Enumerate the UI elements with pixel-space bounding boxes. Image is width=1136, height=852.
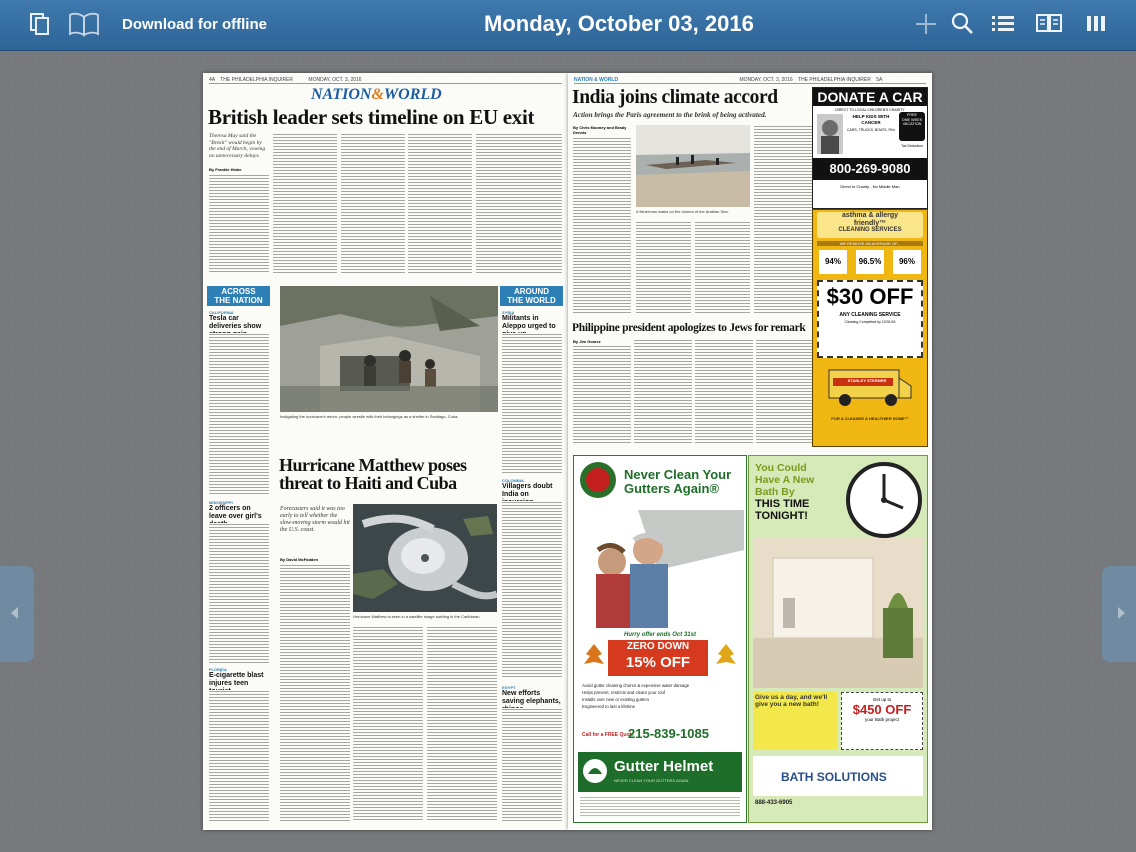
label-line: AROUND (513, 287, 550, 296)
world-body (502, 708, 562, 822)
page-header (209, 77, 562, 84)
article-column (341, 133, 405, 275)
article-column (209, 174, 269, 274)
hurricane-byline: By David McFadden (280, 557, 319, 562)
label-line: ACROSS (221, 287, 256, 296)
list-icon[interactable] (990, 11, 1016, 37)
article-column (280, 564, 350, 822)
bath-headline-line: TONIGHT! (755, 510, 808, 522)
world-headline[interactable]: New efforts saving elephants, (502, 690, 561, 705)
article-column (408, 133, 472, 275)
bullet-item: Helps prevent, restricts and clears your roof (582, 690, 666, 695)
columns-icon[interactable] (1085, 11, 1107, 37)
next-page-button[interactable] (1102, 566, 1136, 662)
coupon-expire: Cleaning Completed by 10/31/16 (844, 320, 896, 324)
brief-kicker: FLORIDA (209, 667, 227, 672)
bath-phone[interactable]: 888-433-6905 (755, 800, 793, 806)
brief-headline[interactable]: E-cigarette blast injures teen (209, 672, 264, 687)
page-date: MONDAY, OCT. 3, 2016 (308, 77, 362, 83)
article-column (634, 339, 692, 445)
search-icon[interactable] (950, 11, 976, 37)
page-number: 4A (209, 77, 215, 83)
article-column (573, 137, 631, 313)
coupon-sub: your Bath project (864, 717, 900, 722)
pages-icon[interactable] (28, 11, 52, 37)
main-headline[interactable]: British leader sets timeline on EU exit (208, 105, 535, 129)
allergy-stat: 96.5% (856, 250, 884, 274)
page-number: 5A (876, 77, 883, 83)
main-byline: By Frankie Hinke (209, 167, 242, 172)
van-icon (825, 364, 915, 410)
book-icon[interactable] (68, 11, 100, 37)
bullet-item: Installs over new or existing gutters (582, 697, 650, 702)
allergy-title-line: CLEANING SERVICES (838, 227, 902, 233)
section-amp: & (371, 86, 384, 103)
article-column (353, 626, 423, 822)
india-headline[interactable]: India joins climate accord (572, 87, 778, 108)
bath-headline-line: Have A New (755, 474, 815, 486)
helmet-icon (582, 758, 608, 784)
brief-headline[interactable]: Tesla car deliveries show (209, 315, 262, 330)
allergy-title-line: friendly™ (853, 219, 887, 227)
world-kicker: SYRIA (502, 310, 515, 315)
india-byline: By Chris Mooney and Brady Dennis (573, 125, 627, 135)
page-date-title: Monday, October 03, 2016 (484, 11, 754, 36)
around-the-world-label (500, 286, 563, 306)
label-line: THE WORLD (507, 296, 556, 305)
donate-title: DONATE A CAR (813, 88, 927, 106)
leaf-icon (714, 642, 738, 672)
chevron-right-icon (1115, 606, 1127, 620)
cuba-shelter-photo[interactable] (280, 286, 498, 412)
world-body (502, 501, 562, 679)
hurricane-subhead: Forecasters said it was too early to tell whether the slow-moving storm would hit the U.S. coast. (280, 506, 350, 533)
bathroom-photo (753, 538, 923, 688)
photo-caption: A fisherman walks on the shores of the Arabian Sea. (636, 209, 729, 214)
fine-print (580, 796, 740, 818)
hurricane-satellite-photo[interactable] (353, 504, 497, 612)
page-header (574, 77, 926, 84)
radar-caption: Hurricane Matthew is seen in a satellite image swirling in the Caribbean. (353, 614, 481, 619)
brief-headline[interactable]: 2 officers on leave over girl's (209, 505, 262, 520)
article-column (756, 339, 812, 445)
leaf-icon (582, 642, 606, 672)
allergy-title (817, 212, 923, 238)
gutter-brand-bar (578, 752, 742, 792)
brief-kicker: CALIFORNIA (209, 310, 234, 315)
main-subhead: Theresa May said the "Brexit" would begin by the end of March, vowing no unnecessary delays. (209, 133, 266, 159)
van-label: STANLEY STEEMER (847, 378, 887, 383)
gutter-coupon[interactable] (608, 640, 708, 676)
allergy-title-line: asthma & allergy (841, 212, 899, 219)
bath-brand: BATH SOLUTIONS (781, 770, 887, 784)
couple-photo (578, 510, 744, 628)
article-column (636, 221, 691, 313)
badge-line: FREE (906, 113, 918, 117)
article-column (695, 339, 753, 445)
clock-icon (845, 460, 923, 540)
world-headline[interactable]: Villagers doubt India on (502, 483, 553, 498)
bullet-item: Avoid gutter cleaning chores & expensive water damage (582, 683, 690, 688)
india-fisherman-photo[interactable] (636, 125, 750, 207)
india-deck: Action brings the Paris agreement to the brink of being activated. (573, 111, 767, 119)
section-part2: WORLD (383, 86, 442, 103)
donate-car-ad[interactable] (812, 87, 928, 209)
donate-sub: DIRECT TO LOCAL CHILDREN'S CHARITY (835, 108, 905, 112)
donate-badge (899, 112, 925, 141)
coupon-amount: $30 OFF (826, 284, 914, 309)
gutter-helmet-ad[interactable] (573, 455, 747, 823)
page-header-text: THE PHILADELPHIA INQUIRER (798, 77, 871, 83)
allergy-stat: 96% (893, 250, 921, 274)
newspaper-page-left[interactable] (203, 73, 568, 830)
bath-brand-bar (753, 756, 923, 796)
bath-headline-line: Bath By (755, 486, 795, 498)
newspaper-page-right[interactable] (568, 73, 932, 830)
chevron-left-icon (9, 606, 21, 620)
donate-phone[interactable]: 800-269-9080 (813, 158, 927, 180)
bath-coupon[interactable] (841, 692, 923, 750)
gutter-brand: Gutter Helmet (614, 758, 714, 775)
gutter-call-label: Call for a FREE Quote (582, 732, 634, 738)
article-column (273, 133, 337, 275)
bath-solutions-ad[interactable] (748, 455, 928, 823)
top-toolbar (0, 0, 1136, 51)
brief-body (209, 523, 269, 663)
gutter-phone[interactable]: 215-839-1085 (628, 726, 709, 741)
brief-kicker: MISSISSIPPI (209, 500, 233, 505)
section-nameplate (311, 86, 442, 104)
article-column (695, 221, 750, 313)
coupon-amount: $450 OFF (852, 702, 912, 717)
world-kicker: EGYPT (502, 685, 516, 690)
add-icon[interactable] (913, 11, 939, 37)
page-date: MONDAY, OCT. 3, 2016 (739, 77, 793, 83)
donate-types: CARS, TRUCKS, BOATS, RVs (846, 128, 896, 132)
download-offline-button[interactable]: Download for offline (122, 16, 267, 33)
coupon-label: Get up to (872, 697, 892, 702)
badge-line: VACATION (902, 122, 922, 127)
coupon-label: ANY CLEANING SERVICE (839, 312, 901, 318)
world-headline[interactable]: Militants in Aleppo urged to (502, 315, 556, 330)
philippine-headline[interactable]: Philippine president apologizes to Jews for remark (572, 322, 806, 334)
page-header-text: THE PHILADELPHIA INQUIRER (220, 77, 294, 83)
section-part1: NATION (311, 86, 372, 103)
bath-headline-block (755, 462, 835, 522)
allergy-stat: 94% (819, 250, 847, 274)
bath-headline-line: You Could (755, 462, 807, 474)
allergy-footer: FOR A CLEANER & HEALTHIER HOME™ (831, 416, 909, 421)
allergy-sub: WE REMOVE AN AVERAGE OF... (817, 241, 923, 246)
world-kicker: COLOMBIA (502, 478, 524, 483)
article-column (573, 345, 631, 445)
badge-icon (578, 460, 618, 500)
brief-body (209, 690, 269, 823)
brief-body (209, 333, 269, 495)
coupon-percent: 15% OFF (625, 654, 691, 671)
across-the-nation-label (207, 286, 270, 306)
gutter-brand-tag: NEVER CLEAN YOUR GUTTERS AGAIN (614, 778, 689, 783)
article-column (427, 626, 497, 822)
hurricane-headline[interactable]: Hurricane Matthew poses threat to Haiti and Cuba (279, 455, 467, 493)
bullet-item: Engineered to last a lifetime (582, 704, 636, 709)
reader-icon[interactable] (1035, 11, 1063, 37)
badge-line: ONE WEEK (901, 117, 923, 122)
donate-tax: Tax Deduction (901, 144, 923, 148)
philippine-byline: By Jim Gomez (573, 339, 601, 344)
photo-caption: Instigating the hurricane's return: people wrestle with their belongings as a shelter in Santiago, Cuba. (280, 414, 459, 419)
coupon-zero: ZERO DOWN (626, 641, 690, 652)
gutter-bullets (582, 682, 712, 710)
gutter-offer: Hurry offer ends Oct 31st (624, 632, 696, 638)
bath-promo: Give us a day, and we'll give you a new bath! (753, 692, 837, 750)
donate-footer: Direct to Charity - No Middle Man (840, 184, 900, 189)
article-column (754, 125, 812, 313)
page-section: NATION & WORLD (574, 77, 619, 83)
gutter-headline: Never Clean Your Gutters Again® (624, 467, 732, 496)
previous-page-button[interactable] (0, 566, 34, 662)
coupon[interactable] (817, 280, 923, 358)
cleaning-ad[interactable] (812, 209, 928, 447)
donate-help: HELP KIDS WITH CANCER (852, 114, 890, 125)
article-column (476, 133, 562, 275)
child-photo-icon (817, 114, 843, 154)
world-body (502, 333, 562, 473)
label-line: THE NATION (214, 296, 263, 305)
bath-headline-line: THIS TIME (755, 498, 810, 510)
